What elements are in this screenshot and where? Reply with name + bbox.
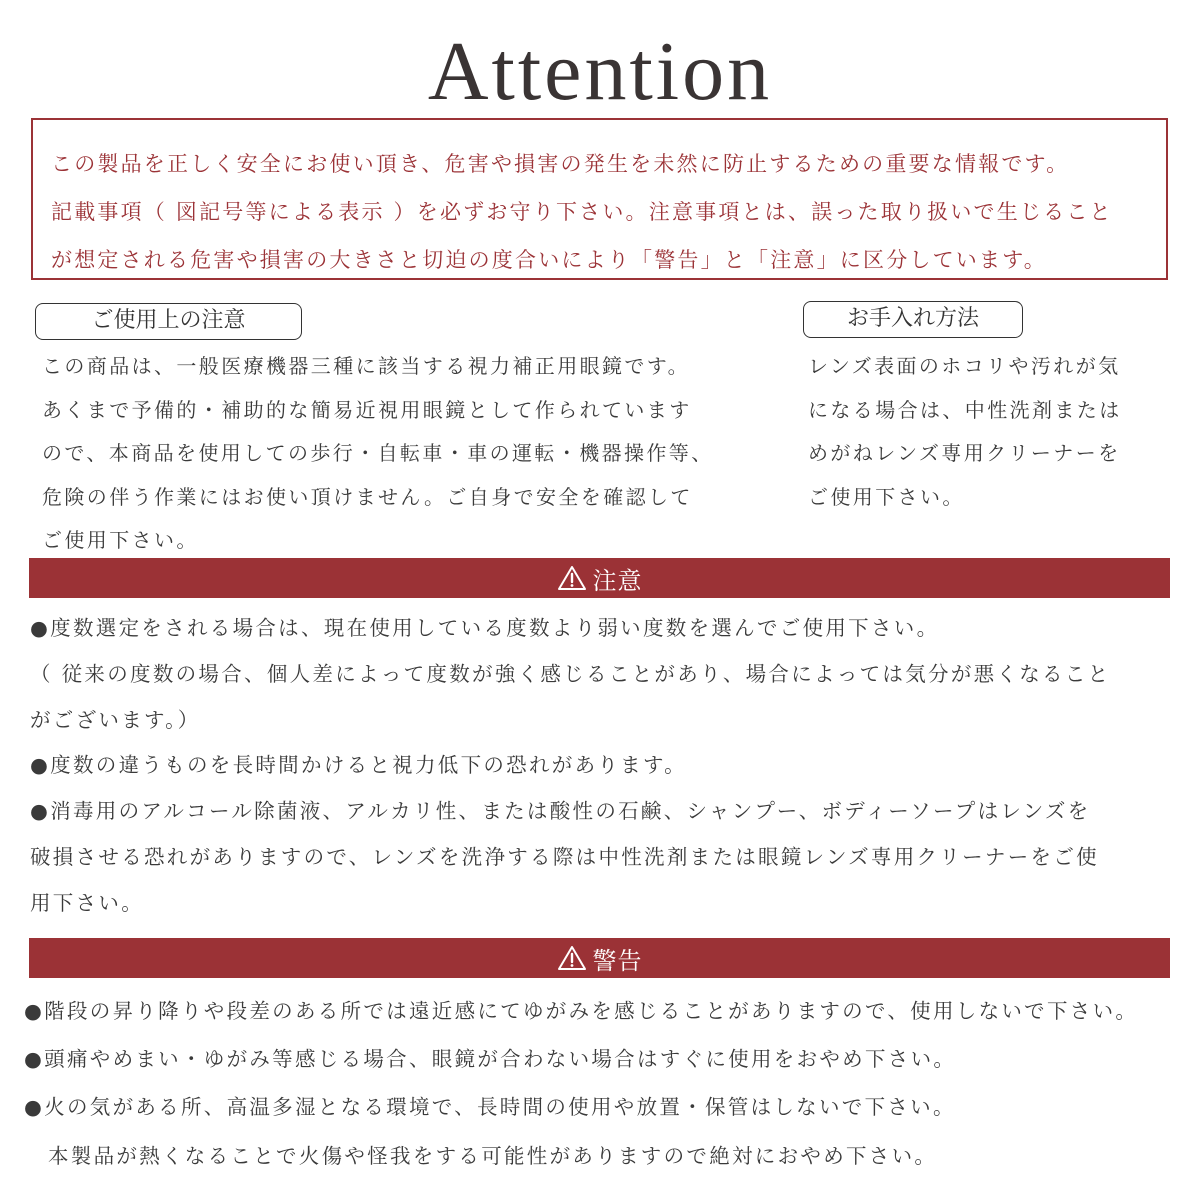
list-item: ●度数選定をされる場合は、現在使用している度数より弱い度数を選んでご使用下さい。 [30,616,940,640]
care-line: ご使用下さい。 [808,484,965,509]
page-title: Attention [427,25,773,118]
care-text [808,345,1122,519]
list-item: （ 従来の度数の場合、個人差によって度数が強く感じることがあり、場合によっては気分が悪くなること [30,661,1111,686]
list-item: ●度数の違うものを長時間かけると視力低下の恐れがあります。 [30,753,687,778]
caution-banner [29,558,1170,598]
warning-triangle-icon [557,565,587,591]
usage-line: 危険の伴う作業にはお使い頂けません。ご自身で安全を確認して [42,484,693,509]
warning-label: 警告 [592,946,643,975]
list-item: がございます。） [30,707,201,732]
usage-line: ご使用下さい。 [42,528,199,552]
list-item: ●頭痛やめまい・ゆがみ等感じる場合、眼鏡が合わない場合はすぐに使用をおやめ下さい。 [24,1047,957,1072]
list-item: 用下さい。 [30,890,144,915]
warning-triangle-icon [557,945,587,971]
list-item: ●消毒用のアルコール除菌液、アルカリ性、または酸性の石鹸、シャンプー、ボディーソープはレンズを [30,799,1091,824]
care-line: めがねレンズ専用クリーナーを [808,441,1121,465]
caution-list [30,606,1110,927]
list-item: ●階段の昇り降りや段差のある所では遠近感にてゆがみを感じることがありますので、使用しないで下さい。 [24,999,1139,1023]
care-line: レンズ表面のホコリや汚れが気 [808,354,1121,378]
warning-list [24,987,1138,1180]
intro-line: 記載事項（ 図記号等による表示 ）を必ずお守り下さい。注意事項とは、誤った取り扱いで生じること [51,200,1113,224]
intro-line: この製品を正しく安全にお使い頂き、危害や損害の発生を未然に防止するための重要な情報です。 [51,152,1070,176]
caution-label: 注意 [592,566,643,595]
list-item: ●火の気がある所、高温多湿となる環境で、長時間の使用や放置・保管はしないで下さい。 [24,1095,956,1120]
care-heading: お手入れ方法 [803,301,1023,338]
usage-text [42,345,714,563]
intro-line: が想定される危害や損害の大きさと切迫の度合いにより「警告」と「注意」に区分しています。 [51,248,1047,272]
usage-line: この商品は、一般医療機器三種に該当する視力補正用眼鏡です。 [42,354,690,378]
usage-line: ので、本商品を使用しての歩行・自転車・車の運転・機器操作等、 [42,441,714,465]
warning-banner [29,938,1170,978]
list-item: 破損させる恐れがありますので、レンズを洗浄する際は中性洗剤または眼鏡レンズ専用クリーナーをご使 [30,844,1099,869]
care-line: になる場合は、中性洗剤または [808,397,1122,422]
usage-line: あくまで予備的・補助的な簡易近視用眼鏡として作られています [42,397,692,422]
intro-notice-box [31,118,1168,280]
usage-heading: ご使用上の注意 [35,303,302,340]
list-item: 本製品が熱くなることで火傷や怪我をする可能性がありますので絶対におやめ下さい。 [48,1143,938,1168]
